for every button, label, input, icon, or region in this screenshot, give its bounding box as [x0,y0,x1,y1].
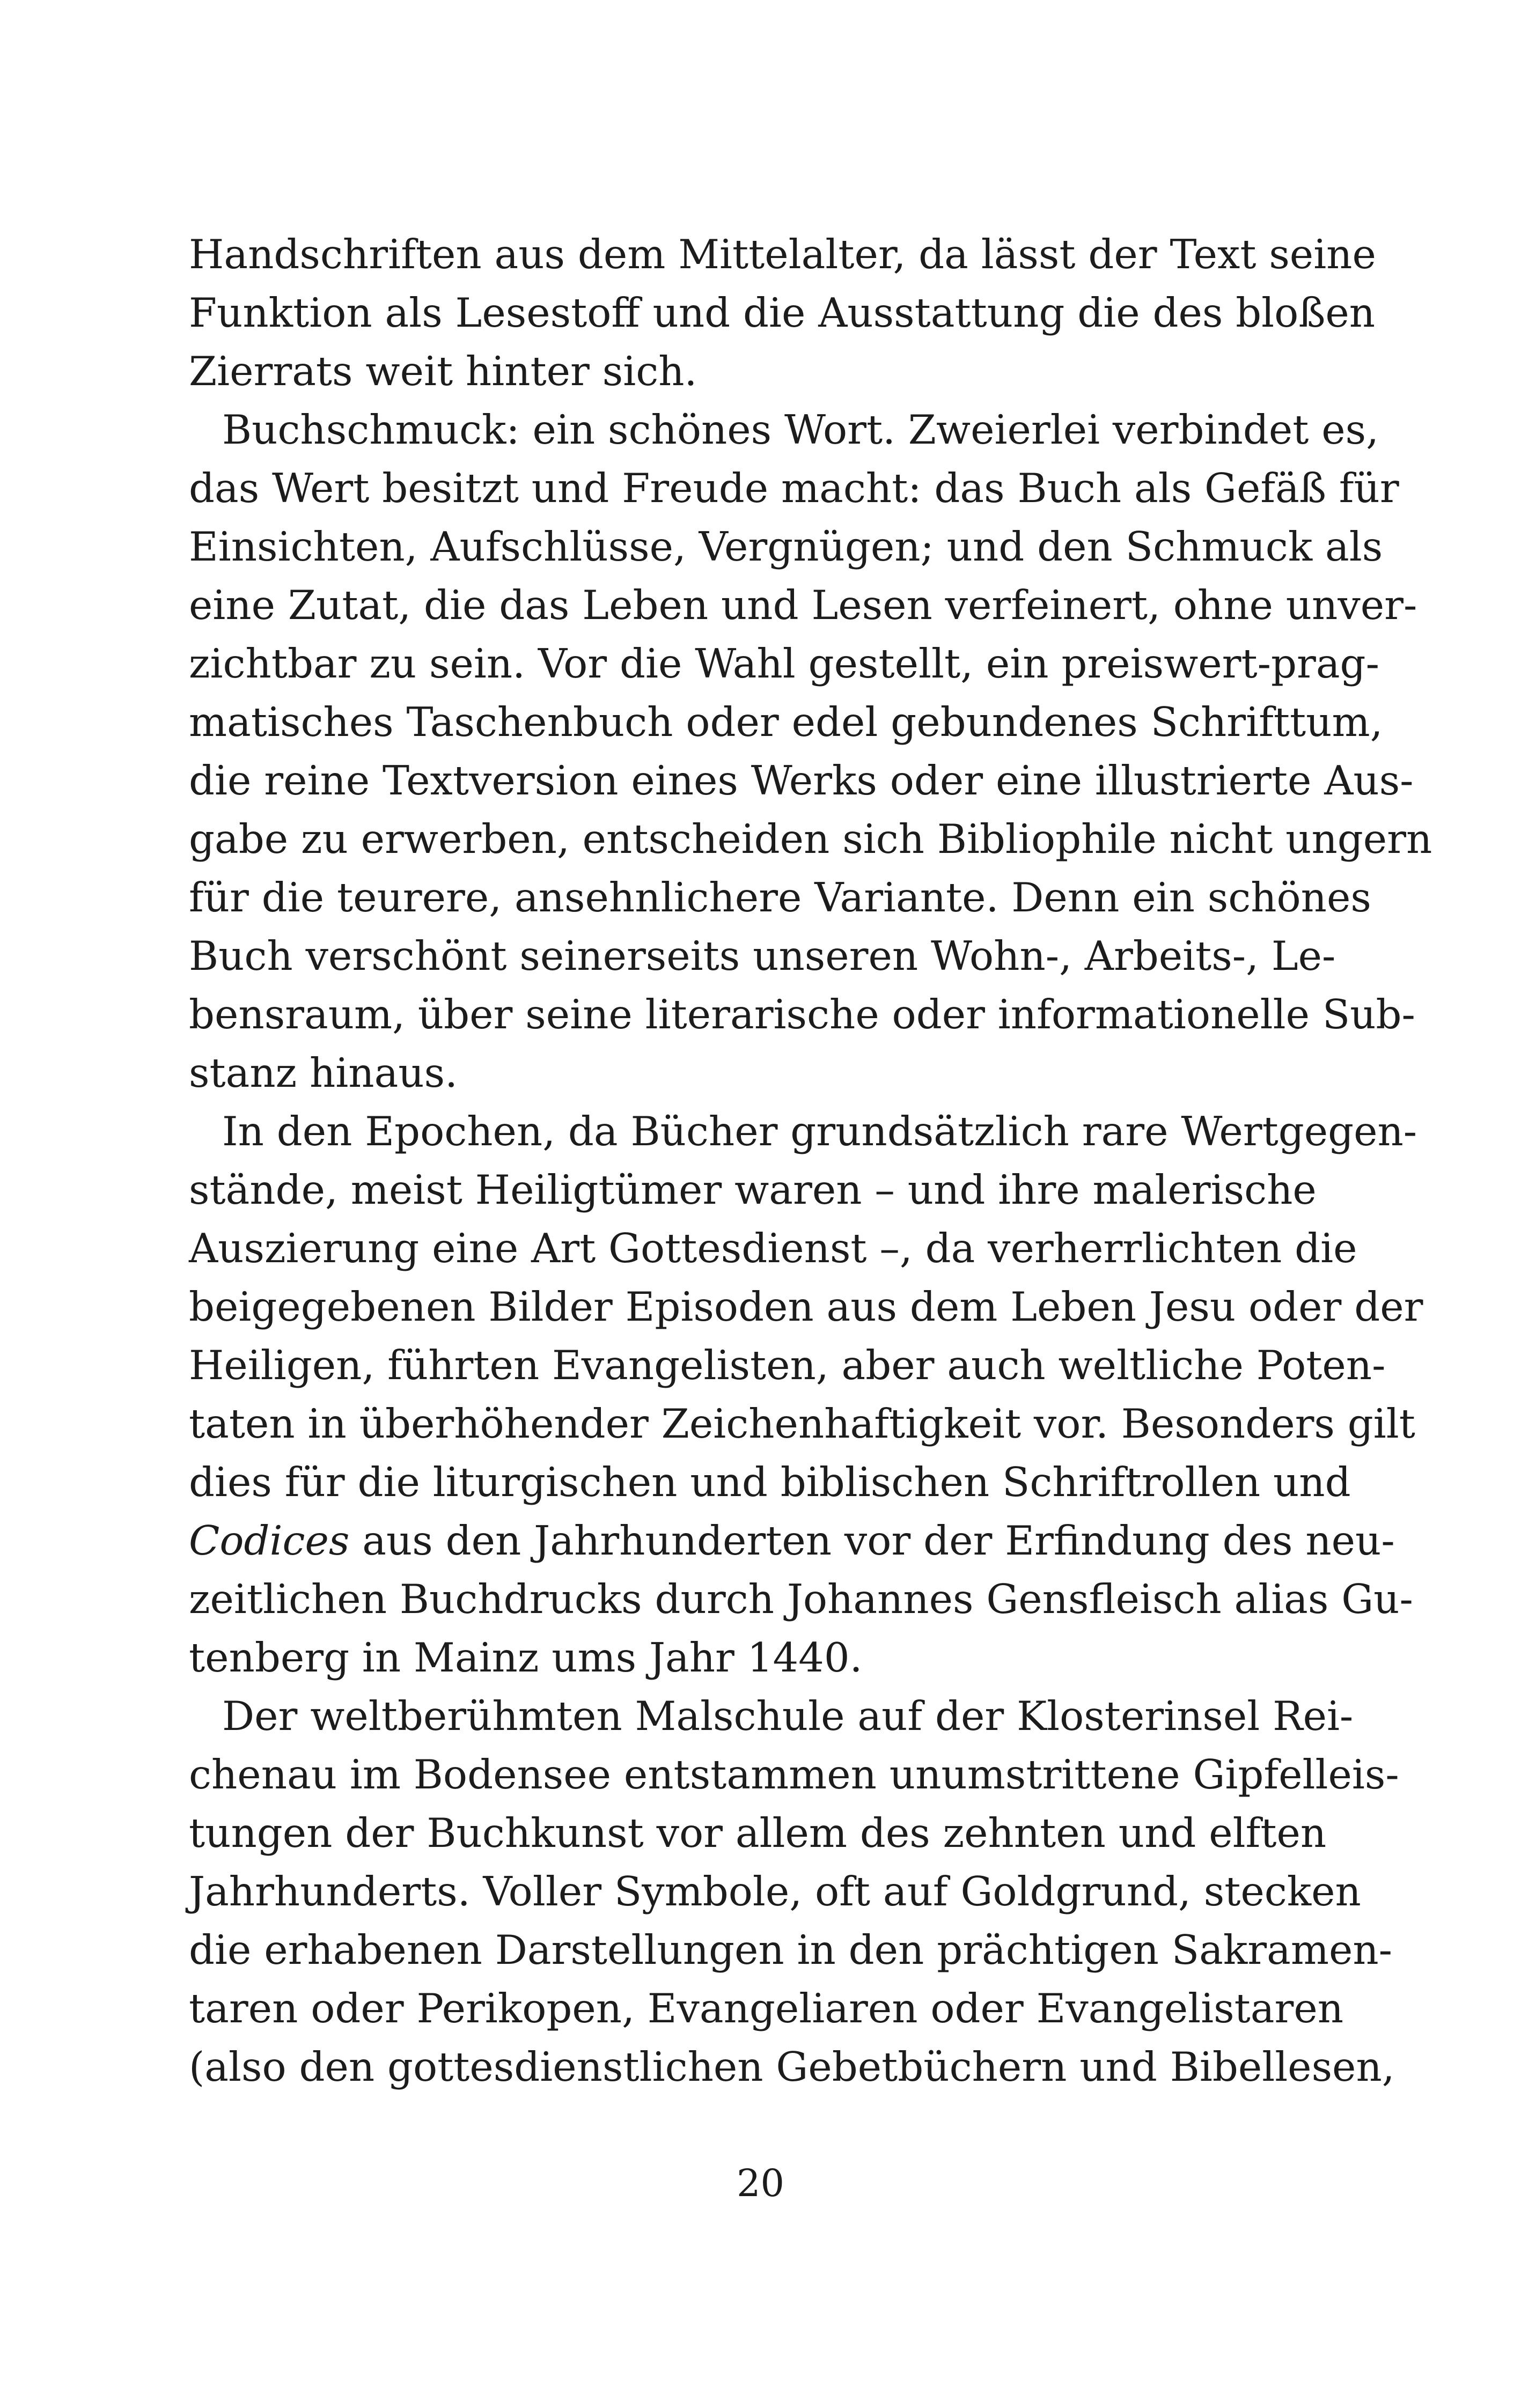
italic-term: Codices [189,1517,350,1564]
text-line: stanz hinaus. [189,1049,458,1096]
text-line: Zierrats weit hinter sich. [189,348,697,395]
text-line: taren oder Perikopen, Evangeliaren oder Evangelistaren [189,1985,1344,2032]
text-line: tungen der Buchkunst vor allem des zehnten und elften [189,1809,1327,1857]
text-line: gabe zu erwerben, entscheiden sich Bibliophile nicht ungern [189,815,1432,863]
text-line: tenberg in Mainz ums Jahr 1440. [189,1634,863,1681]
text-line: matisches Taschenbuch oder edel gebundenes Schrifttum, [189,698,1383,746]
body-text [189,225,1432,2096]
text-line: Auszierung eine Art Gottesdienst –, da verherrlichten die [189,1225,1357,1272]
page-number: 20 [736,2161,785,2205]
text-line: zeitlichen Buchdrucks durch Johannes Gensfleisch alias Gu- [189,1575,1413,1623]
text-line: Buch verschönt seinerseits unseren Wohn-, Arbeits-, Le- [189,932,1336,980]
text-line: (also den gottesdienstlichen Gebetbüchern und Bibellesen, [189,2043,1395,2090]
text-line: eine Zutat, die das Leben und Lesen verfeinert, ohne unver- [189,581,1417,629]
text-line: dies für die liturgischen und biblischen Schriftrollen und [189,1459,1351,1506]
text-line: taten in überhöhender Zeichenhaftigkeit vor. Besonders gilt [189,1400,1415,1447]
text-line: Der weltberühmten Malschule auf der Klosterinsel Rei- [222,1692,1354,1740]
text-line: die reine Textversion eines Werks oder eine illustrierte Aus- [189,757,1414,804]
text-line: die erhabenen Darstellungen in den prächtigen Sakramen- [189,1926,1393,1973]
text-line: das Wert besitzt und Freude macht: das Buch als Gefäß für [189,465,1399,512]
text-line: In den Epochen, da Bücher grundsätzlich rare Wertgegen- [222,1108,1417,1155]
text-line: Einsichten, Aufschlüsse, Vergnügen; und den Schmuck als [189,523,1383,570]
text-line: Buchschmuck: ein schönes Wort. Zweierlei verbindet es, [222,406,1379,453]
text-line: beigegebenen Bilder Episoden aus dem Leben Jesu oder der [189,1283,1423,1330]
text-line-italic-start: Codices aus den Jahrhunderten vor der Erfindung des neu- [189,1517,1395,1564]
text-line: Handschriften aus dem Mittelalter, da lässt der Text seine [189,231,1376,278]
text-line: stände, meist Heiligtümer waren – und ihre malerische [189,1166,1317,1213]
text-line: zichtbar zu sein. Vor die Wahl gestellt, ein preiswert-prag- [189,640,1379,687]
text-line: Heiligen, führten Evangelisten, aber auch weltliche Poten- [189,1342,1386,1389]
text-line: chenau im Bodensee entstammen unumstrittene Gipfelleis- [189,1751,1399,1798]
text-line: Funktion als Lesestoff und die Ausstattung die des bloßen [189,289,1376,336]
text-line: Jahrhunderts. Voller Symbole, oft auf Goldgrund, stecken [189,1868,1361,1915]
text-line: für die teurere, ansehnlichere Variante. Denn ein schönes [189,874,1371,921]
text-line: bensraum, über seine literarische oder informationelle Sub- [189,991,1415,1038]
